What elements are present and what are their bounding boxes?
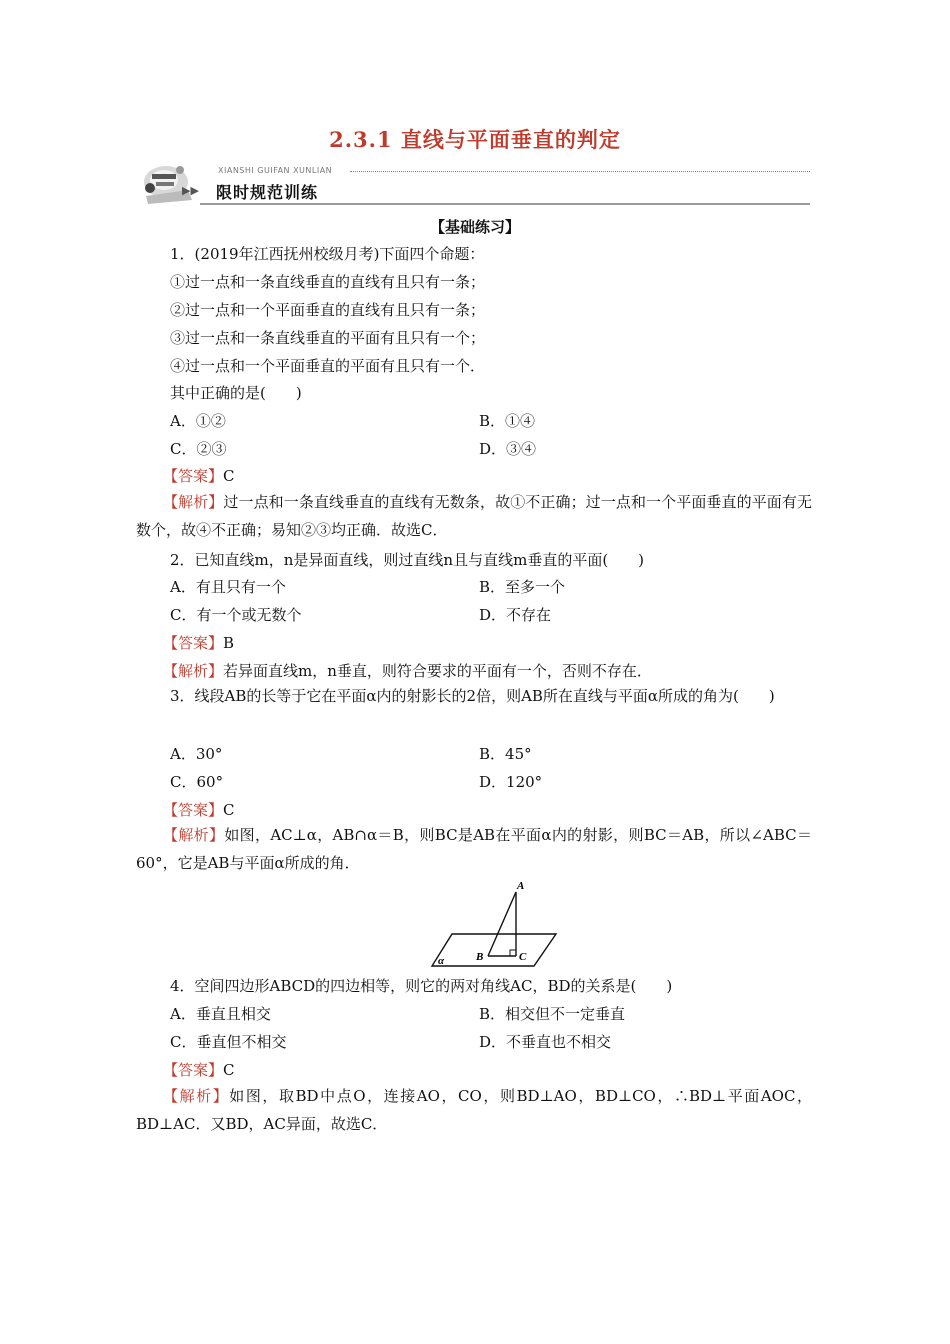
q3-option-d: D．120°	[479, 773, 543, 791]
q4-option-b: B．相交但不一定垂直	[479, 1005, 626, 1023]
banner-logo-icon	[140, 160, 202, 206]
banner-dotted-rule	[350, 171, 810, 172]
label-a: A	[517, 880, 525, 892]
q2-stem: 2．已知直线m，n是异面直线，则过直线n且与直线m垂直的平面( )	[170, 551, 645, 569]
analysis-tag: 【解析】	[163, 493, 224, 511]
analysis-text: 若异面直线m，n垂直，则符合要求的平面有一个，否则不存在．	[223, 662, 652, 680]
q1-option-c: C．②③	[170, 440, 227, 458]
q1-proposition-1: ①过一点和一条直线垂直的直线有且只有一条；	[170, 273, 486, 291]
q1-option-a: A．①②	[170, 412, 226, 430]
q4-option-d: D．不垂直也不相交	[479, 1033, 612, 1051]
q3-option-b: B．45°	[479, 745, 532, 763]
q4-answer	[163, 1060, 235, 1080]
answer-value: C	[223, 801, 235, 819]
q2-analysis	[163, 661, 652, 681]
segment-ab	[488, 892, 516, 956]
analysis-text: 如图，取BD中点O，连接AO，CO，则BD⊥AO，BD⊥CO，∴BD⊥平面AOC，BD⊥AC．又BD，AC异面，故选C．	[136, 1087, 812, 1133]
q1-ask: 其中正确的是( )	[170, 384, 302, 402]
q1-option-d: D．③④	[479, 440, 537, 458]
q4-option-a: A．垂直且相交	[170, 1005, 271, 1023]
q2-option-b: B．至多一个	[479, 578, 566, 596]
answer-value: C	[223, 467, 235, 485]
answer-tag: 【答案】	[163, 467, 224, 485]
q1-answer	[163, 466, 235, 486]
q1-proposition-3: ③过一点和一条直线垂直的平面有且只有一个；	[170, 329, 486, 347]
q3-option-c: C．60°	[170, 773, 224, 791]
q4-stem: 4．空间四边形ABCD的四边相等，则它的两对角线AC，BD的关系是( )	[170, 977, 673, 995]
q1-proposition-4: ④过一点和一个平面垂直的平面有且只有一个．	[170, 357, 486, 375]
analysis-tag: 【解析】	[163, 662, 224, 680]
section-heading: 【基础练习】	[429, 218, 520, 236]
q3-option-a: A．30°	[170, 745, 223, 763]
banner-chinese-label: 限时规范训练	[216, 183, 319, 202]
answer-tag: 【答案】	[163, 634, 224, 652]
analysis-text: 过一点和一条直线垂直的直线有无数条，故①不正确；过一点和一个平面垂直的平面有无数个，故④不正确；易知②③均正确．故选C．	[136, 493, 812, 539]
q4-analysis	[136, 1082, 812, 1138]
q3-stem: 3．线段AB的长等于它在平面α内的射影长的2倍，则AB所在直线与平面α所成的角为( )	[170, 687, 775, 705]
q1-stem: 1．(2019年江西抚州校级月考)下面四个命题：	[170, 245, 485, 263]
analysis-tag: 【解析】	[163, 1087, 230, 1105]
q1-proposition-2: ②过一点和一个平面垂直的直线有且只有一条；	[170, 301, 486, 319]
page-title: 2.3.1 直线与平面垂直的判定	[329, 127, 621, 152]
answer-tag: 【答案】	[163, 1061, 224, 1079]
answer-value: B	[223, 634, 235, 652]
banner-english-label: XIANSHI GUIFAN XUNLIAN	[218, 166, 333, 175]
q2-option-d: D．不存在	[479, 606, 552, 624]
q3-answer	[163, 800, 235, 820]
answer-value: C	[223, 1061, 235, 1079]
answer-tag: 【答案】	[163, 801, 224, 819]
q3-figure	[430, 876, 560, 970]
label-c: C	[519, 951, 527, 963]
q2-option-c: C．有一个或无数个	[170, 606, 302, 624]
banner-arrows-icon: ▶▶	[182, 184, 199, 197]
analysis-tag: 【解析】	[163, 826, 225, 844]
plane-alpha	[432, 934, 556, 966]
section-banner	[140, 160, 810, 208]
q2-option-a: A．有且只有一个	[170, 578, 286, 596]
q2-answer	[163, 633, 234, 653]
label-alpha: α	[438, 955, 445, 967]
analysis-text: 如图，AC⊥α，AB∩α＝B，则BC是AB在平面α内的射影，则BC＝AB，所以∠ABC＝60°，它是AB与平面α所成的角．	[136, 826, 812, 872]
q1-analysis	[136, 488, 812, 544]
right-angle-mark	[510, 950, 516, 956]
q1-option-b: B．①④	[479, 412, 536, 430]
q4-option-c: C．垂直但不相交	[170, 1033, 287, 1051]
label-b: B	[476, 951, 484, 963]
banner-rule	[200, 203, 810, 205]
q3-analysis	[136, 821, 812, 877]
